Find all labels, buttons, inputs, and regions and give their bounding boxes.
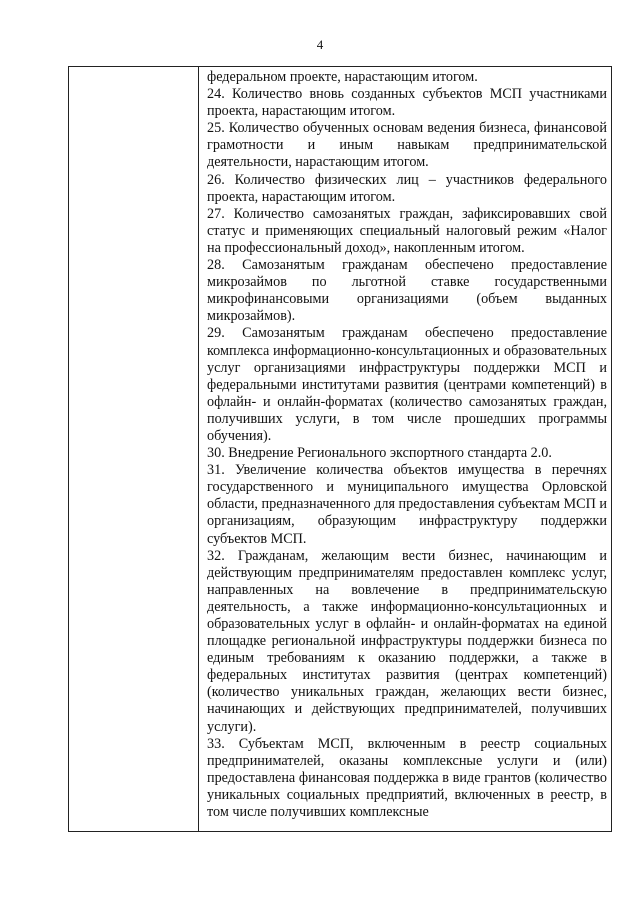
paragraph-item-30: 30. Внедрение Регионального экспортного стандарта 2.0. (207, 445, 552, 462)
document-table (68, 66, 612, 832)
table-right-column (207, 69, 607, 829)
paragraph-continuation: федеральном проекте, нарастающим итогом. (207, 69, 478, 85)
paragraph-item-29: 29. Самозанятым гражданам обеспечено предоставление комплекса информационно-консультационных и образовательных услуг организациями инфраструктуры поддержки МСП и федеральными институтами развития (центрами компетенций) в офлайн- и онлайн-форматах (количество самозанятых граждан, получивших услуги, в том числе прошедших программы обучения). (207, 325, 607, 444)
paragraph-item-28: 28. Самозанятым гражданам обеспечено предоставление микрозаймов по льготной ставке государственными микрофинансовыми организациями (объем выданных микрозаймов). (207, 257, 607, 325)
table-left-column (69, 67, 199, 831)
paragraph-item-31: 31. Увеличение количества объектов имущества в перечнях государственного и муниципального имущества Орловской области, предназначенного для предоставления субъектам МСП и организациям, образующим инфраструктуру поддержки субъектов МСП. (207, 462, 607, 547)
paragraph-item-26: 26. Количество физических лиц – участников федерального проекта, нарастающим итогом. (207, 171, 607, 205)
paragraph-item-32: 32. Гражданам, желающим вести бизнес, начинающим и действующим предпринимателям предоставлен комплекс услуг, направленных на вовлечение в предпринимательскую деятельность, а также информационно-консультационных и образовательных услуг в офлайн- и онлайн-форматах на единой площадке региональной инфраструктуры поддержки бизнеса по единым требованиям к оказанию поддержки, а также в федеральных институтах развития (центрах компетенций) (количество уникальных граждан, желающих вести бизнес, начинающих и действующих предпринимателей, получивших услуги). (207, 547, 607, 735)
page-number: 4 (316, 37, 324, 52)
paragraph-item-27: 27. Количество самозанятых граждан, зафиксировавших свой статус и применяющих специальный налоговый режим «Налог на профессиональный доход», накопленным итогом. (207, 205, 607, 256)
paragraph-item-24: 24. Количество вновь созданных субъектов МСП участниками проекта, нарастающим итогом. (207, 86, 607, 120)
paragraph-item-25: 25. Количество обученных основам ведения бизнеса, финансовой грамотности и иным навыкам предпринимательской деятельности, нарастающим итогом. (207, 120, 607, 171)
paragraph-item-33: 33. Субъектам МСП, включенным в реестр социальных предпринимателей, оказаны комплексные услуги и (или) предоставлена финансовая поддержка в виде грантов (количество уникальных социальных предприятий, включенных в реестр, в том числе получивших комплексные (207, 735, 607, 821)
